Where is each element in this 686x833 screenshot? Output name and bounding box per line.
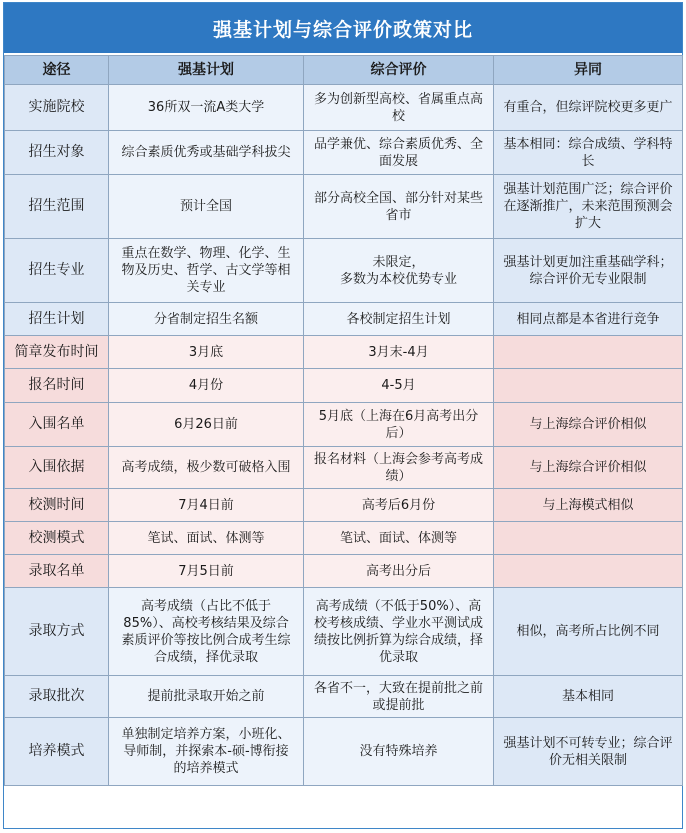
comparison-table bbox=[4, 55, 683, 786]
cell-comprehensive: 未限定， 多数为本校优势专业 bbox=[304, 239, 494, 303]
cell-comprehensive: 没有特殊培养 bbox=[304, 718, 494, 786]
header-strong-basis: 强基计划 bbox=[109, 56, 304, 85]
cell-comprehensive: 5月底（上海在6月高考出分后） bbox=[304, 403, 494, 447]
cell-difference: 与上海综合评价相似 bbox=[494, 403, 683, 447]
cell-comprehensive: 笔试、面试、体测等 bbox=[304, 522, 494, 555]
cell-strong-basis: 4月份 bbox=[109, 369, 304, 403]
row-label: 校测模式 bbox=[5, 522, 109, 555]
cell-strong-basis: 预计全国 bbox=[109, 175, 304, 239]
cell-strong-basis: 6月26日前 bbox=[109, 403, 304, 447]
cell-strong-basis: 7月5日前 bbox=[109, 555, 304, 588]
table-body bbox=[5, 85, 683, 786]
cell-comprehensive: 多为创新型高校、省属重点高校 bbox=[304, 85, 494, 131]
table-row bbox=[5, 718, 683, 786]
cell-comprehensive: 高考成绩（不低于50%）、高校考核成绩、学业水平测试成绩按比例折算为综合成绩，择优录取 bbox=[304, 588, 494, 676]
row-label: 入围依据 bbox=[5, 447, 109, 489]
table-row bbox=[5, 676, 683, 718]
table-row bbox=[5, 369, 683, 403]
cell-difference: 相似，高考所占比例不同 bbox=[494, 588, 683, 676]
cell-comprehensive: 品学兼优、综合素质优秀、全面发展 bbox=[304, 131, 494, 175]
header-comprehensive: 综合评价 bbox=[304, 56, 494, 85]
cell-strong-basis: 提前批录取开始之前 bbox=[109, 676, 304, 718]
table-row bbox=[5, 239, 683, 303]
row-label: 招生范围 bbox=[5, 175, 109, 239]
row-label: 实施院校 bbox=[5, 85, 109, 131]
cell-difference: 与上海综合评价相似 bbox=[494, 447, 683, 489]
cell-strong-basis: 7月4日前 bbox=[109, 489, 304, 522]
table-row bbox=[5, 403, 683, 447]
cell-difference bbox=[494, 522, 683, 555]
row-label: 简章发布时间 bbox=[5, 336, 109, 369]
cell-difference: 强基计划更加注重基础学科；综合评价无专业限制 bbox=[494, 239, 683, 303]
page-title: 强基计划与综合评价政策对比 bbox=[4, 3, 682, 55]
row-label: 培养模式 bbox=[5, 718, 109, 786]
table-row bbox=[5, 131, 683, 175]
cell-strong-basis: 高考成绩（占比不低于85%）、高校考核结果及综合素质评价等按比例合成考生综合成绩，择优录取 bbox=[109, 588, 304, 676]
cell-comprehensive: 高考后6月份 bbox=[304, 489, 494, 522]
cell-strong-basis: 36所双一流A类大学 bbox=[109, 85, 304, 131]
row-label: 录取批次 bbox=[5, 676, 109, 718]
cell-comprehensive: 4-5月 bbox=[304, 369, 494, 403]
cell-difference bbox=[494, 369, 683, 403]
cell-difference: 强基计划不可转专业；综合评价无相关限制 bbox=[494, 718, 683, 786]
header-route: 途径 bbox=[5, 56, 109, 85]
cell-comprehensive: 报名材料（上海会参考高考成绩） bbox=[304, 447, 494, 489]
cell-difference: 强基计划范围广泛；综合评价在逐渐推广，未来范围预测会扩大 bbox=[494, 175, 683, 239]
cell-comprehensive: 各省不一，大致在提前批之前或提前批 bbox=[304, 676, 494, 718]
table-row bbox=[5, 303, 683, 336]
row-label: 招生计划 bbox=[5, 303, 109, 336]
table-row bbox=[5, 489, 683, 522]
table-row bbox=[5, 85, 683, 131]
cell-difference: 有重合，但综评院校更多更广 bbox=[494, 85, 683, 131]
cell-comprehensive: 部分高校全国、部分针对某些省市 bbox=[304, 175, 494, 239]
cell-difference: 基本相同 bbox=[494, 676, 683, 718]
table-row bbox=[5, 588, 683, 676]
row-label: 招生专业 bbox=[5, 239, 109, 303]
cell-difference bbox=[494, 555, 683, 588]
cell-strong-basis: 综合素质优秀或基础学科拔尖 bbox=[109, 131, 304, 175]
cell-strong-basis: 笔试、面试、体测等 bbox=[109, 522, 304, 555]
cell-strong-basis: 3月底 bbox=[109, 336, 304, 369]
cell-strong-basis: 重点在数学、物理、化学、生物及历史、哲学、古文学等相关专业 bbox=[109, 239, 304, 303]
table-row bbox=[5, 555, 683, 588]
table-row bbox=[5, 522, 683, 555]
cell-difference: 相同点都是本省进行竞争 bbox=[494, 303, 683, 336]
row-label: 报名时间 bbox=[5, 369, 109, 403]
row-label: 入围名单 bbox=[5, 403, 109, 447]
table-row bbox=[5, 336, 683, 369]
cell-strong-basis: 分省制定招生名额 bbox=[109, 303, 304, 336]
header-difference: 异同 bbox=[494, 56, 683, 85]
table-row bbox=[5, 175, 683, 239]
row-label: 招生对象 bbox=[5, 131, 109, 175]
cell-comprehensive: 高考出分后 bbox=[304, 555, 494, 588]
comparison-card bbox=[3, 2, 683, 829]
row-label: 校测时间 bbox=[5, 489, 109, 522]
row-label: 录取名单 bbox=[5, 555, 109, 588]
table-header-row bbox=[5, 56, 683, 85]
cell-difference: 基本相同：综合成绩、学科特长 bbox=[494, 131, 683, 175]
cell-strong-basis: 高考成绩，极少数可破格入围 bbox=[109, 447, 304, 489]
cell-comprehensive: 3月末-4月 bbox=[304, 336, 494, 369]
cell-strong-basis: 单独制定培养方案，小班化、导师制，并探索本-硕-博衔接的培养模式 bbox=[109, 718, 304, 786]
table-row bbox=[5, 447, 683, 489]
cell-comprehensive: 各校制定招生计划 bbox=[304, 303, 494, 336]
cell-difference bbox=[494, 336, 683, 369]
cell-difference: 与上海模式相似 bbox=[494, 489, 683, 522]
row-label: 录取方式 bbox=[5, 588, 109, 676]
